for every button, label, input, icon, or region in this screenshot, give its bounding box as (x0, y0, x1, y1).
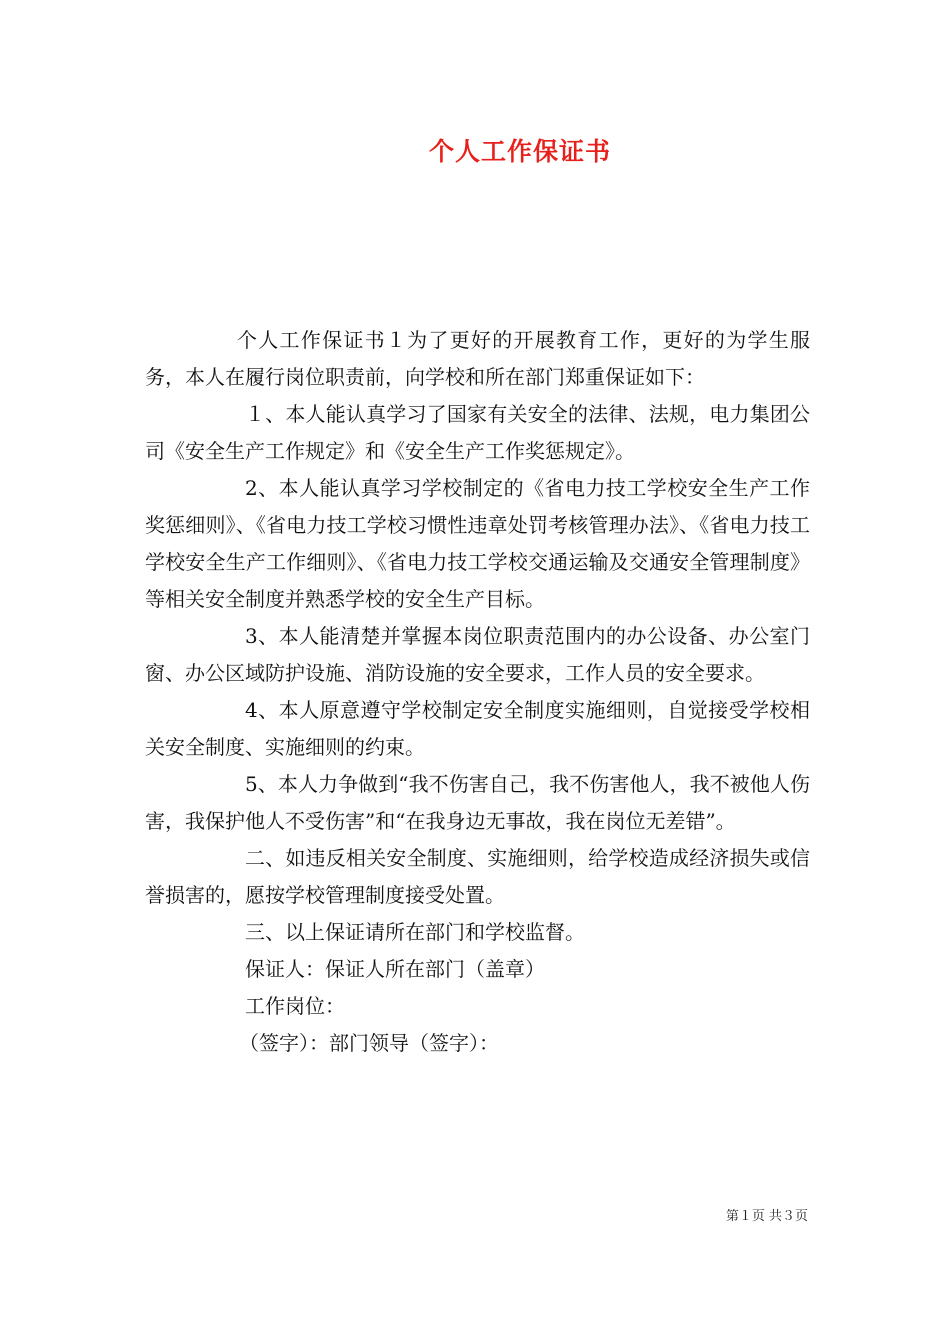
paragraph-item-3: 3、本人能清楚并掌握本岗位职责范围内的办公设备、办公室门窗、办公区域防护设施、消防设施的安全要求，工作人员的安全要求。 (145, 624, 810, 685)
signature-line: （签字）：部门领导（签字）： (239, 1031, 499, 1055)
document-body (145, 322, 810, 1062)
page-number: 第１页 共３页 (725, 1209, 808, 1224)
paragraph-intro: 个人工作保证书１为了更好的开展教育工作，更好的为学生服务，本人在履行岗位职责前，向学校和所在部门郑重保证如下： (145, 328, 810, 389)
guarantor-line: 保证人：保证人所在部门（盖章） (245, 957, 545, 981)
position-line: 工作岗位： (245, 994, 345, 1018)
paragraph-violation: 二、如违反相关安全制度、实施细则，给学校造成经济损失或信誉损害的，愿按学校管理制度接受处置。 (145, 846, 810, 907)
paragraph-supervision: 三、以上保证请所在部门和学校监督。 (245, 920, 585, 944)
paragraph-item-1: １、本人能认真学习了国家有关安全的法律、法规，电力集团公司《安全生产工作规定》和《安全生产工作奖惩规定》。 (145, 402, 810, 463)
paragraph-item-5: 5、本人力争做到“我不伤害自己，我不伤害他人，我不被他人伤害，我保护他人不受伤害”和“在我身边无事故，我在岗位无差错”。 (145, 772, 810, 833)
document-title: 个人工作保证书 (428, 137, 611, 166)
paragraph-item-4: 4、本人原意遵守学校制定安全制度实施细则，自觉接受学校相关安全制度、实施细则的约束。 (145, 698, 810, 759)
paragraph-item-2: 2、本人能认真学习学校制定的《省电力技工学校安全生产工作奖惩细则》、《省电力技工学校习惯性违章处罚考核管理办法》、《省电力技工学校安全生产工作细则》、《省电力技工学校交通运输及交通安全管理制度》等相关安全制度并熟悉学校的安全生产目标。 (145, 476, 810, 611)
